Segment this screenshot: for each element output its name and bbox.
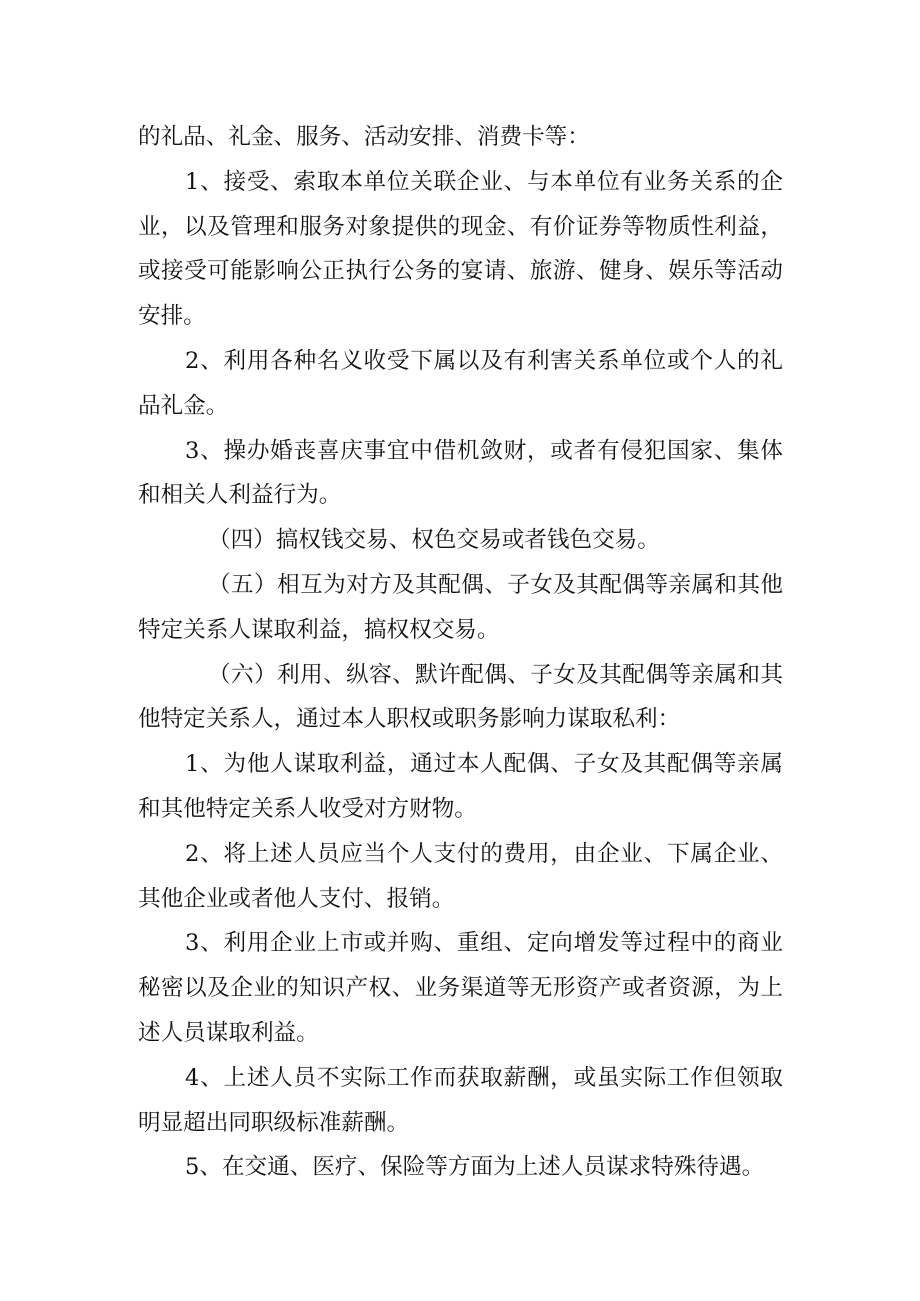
- paragraph-subitem-5: 5、在交通、医疗、保险等方面为上述人员谋求特殊待遇。: [185, 1154, 765, 1181]
- paragraph-continuation: 的礼品、礼金、服务、活动安排、消费卡等：: [138, 124, 590, 150]
- paragraph-section-4: （四）搞权钱交易、权色交易或者钱色交易。: [208, 527, 660, 554]
- paragraph-subitem-3: 3、利用企业上市或并购、重组、定向增发等过程中的商业秘密以及企业的知识产权、业务渠道等无形资产或者资源，为上述人员谋取利益。: [138, 930, 783, 1046]
- paragraph-item-3: 3、操办婚丧喜庆事宜中借机敛财，或者有侵犯国家、集体和相关人利益行为。: [138, 437, 783, 509]
- paragraph-item-2: 2、利用各种名义收受下属以及有利害关系单位或个人的礼品礼金。: [138, 347, 783, 419]
- document-body: [138, 115, 783, 1190]
- paragraph-section-6: （六）利用、纵容、默许配偶、子女及其配偶等亲属和其他特定关系人，通过本人职权或职务影响力谋取私利：: [138, 661, 783, 733]
- paragraph-subitem-4: 4、上述人员不实际工作而获取薪酬，或虽实际工作但领取明显超出同职级标准薪酬。: [138, 1064, 783, 1136]
- paragraph-item-1: 1、接受、索取本单位关联企业、与本单位有业务关系的企业，以及管理和服务对象提供的现金、有价证券等物质性利益，或接受可能影响公正执行公务的宴请、旅游、健身、娱乐等活动安排。: [138, 168, 783, 330]
- paragraph-subitem-1: 1、为他人谋取利益，通过本人配偶、子女及其配偶等亲属和其他特定关系人收受对方财物。: [138, 751, 783, 822]
- paragraph-section-5: （五）相互为对方及其配偶、子女及其配偶等亲属和其他特定关系人谋取利益，搞权权交易。: [138, 571, 783, 643]
- paragraph-subitem-2: 2、将上述人员应当个人支付的费用，由企业、下属企业、其他企业或者他人支付、报销。: [138, 840, 783, 912]
